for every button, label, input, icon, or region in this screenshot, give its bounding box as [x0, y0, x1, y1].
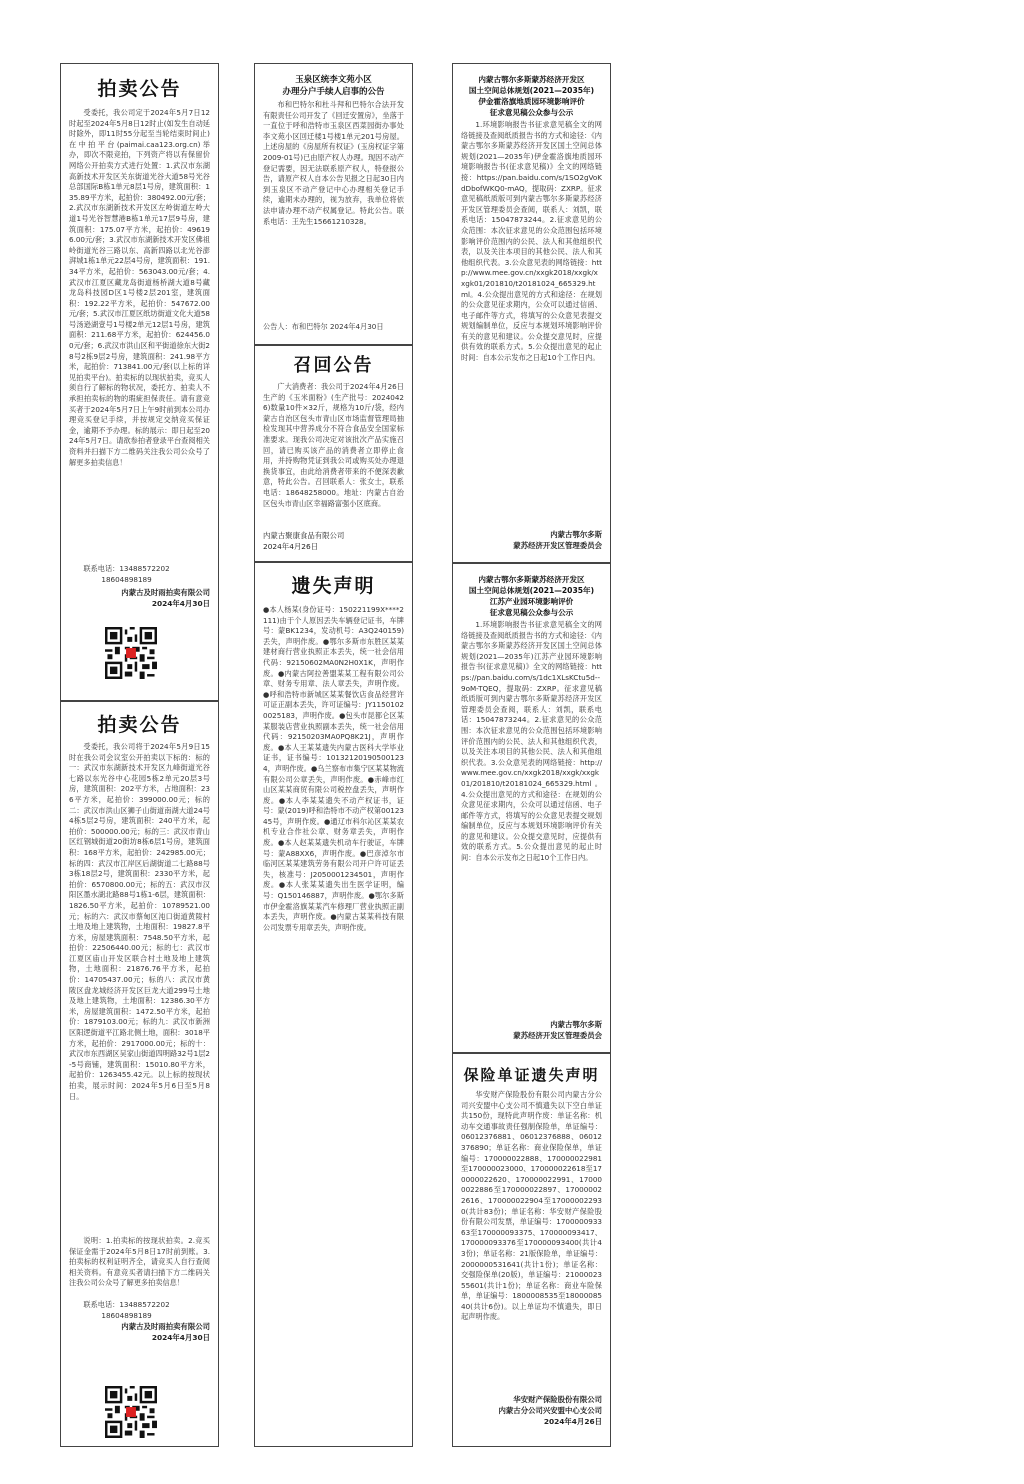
- insurance-sign-2: 内蒙古分公司兴安盟中心支公司: [498, 1406, 602, 1415]
- insurance-date: 2024年4月26日: [543, 1417, 602, 1426]
- eia-notice-2-sign-2: 蒙苏经济开发区管理委员会: [513, 1031, 602, 1040]
- eia-notice-1-sign-1: 内蒙古鄂尔多斯: [550, 530, 602, 539]
- column-left: [60, 63, 219, 1447]
- auction-notice-1-date: 2024年4月30日: [151, 599, 210, 609]
- phone-label: 联系电话：: [83, 564, 120, 573]
- auction-notice-2: [61, 702, 218, 1446]
- auction-notice-1-body: 受委托，我公司定于2024年5月7日12时起至2024年5月8日12时止(如发生自动延时除外，即11时55分起至当轮结束时间止)在中拍平台(paimai.caa123.org.cn)举办，即次不限竞拍，下列资产将以有保留价网络公开拍卖方式进行处置：1.武汉市东湖高新技术开发区关东街道光谷大道58号光谷总部国际B栋1单元8层1号房，建筑面积：135.89平方米，起拍价：380492.00元/套；2.武汉市东湖新技术开发区左岭街道左岭大道1号光谷智慧港B栋1单元17层9号房，建筑面积：175.07平方米，起拍价：496196.00元/套；3.武汉市东湖新技术开发区佛祖岭街道光谷三路以东、高新四路以北光谷澎湃城1栋1单元22层4号房，建筑面积：191.34平方米，起拍价：563043.00元/套；4.武汉市江夏区藏龙岛街道杨桥湖大道8号藏龙岛科技园D区1号楼2层201室，建筑面积：192.22平方米，起拍价：547672.00元/套；5.武汉市江夏区纸坊街道文化大道58号汤逊湖壹号1号楼2单元12层1号房，建筑面积：211.68平方米，起拍价：624456.00元/套；6.武汉市洪山区和平街道徐东大街28号2栋9层2号房，建筑面积：241.98平方米，起拍价：713841.00元/套(以上标的详见拍卖平台)。拍卖标的以现状拍卖，竞买人须自行了解标的物状况，委托方、拍卖人不承担拍卖标的物的瑕疵担保责任。请有意竞买者于2024年5月7日上午9时前到本公司办理竞买登记手续，并按规定交纳竞买保证金，逾期不予办理。标的展示：即日起至2024年5月7日。请欲参拍者登录平台查阅相关资料并扫描下方二维码关注我公司公众号了解更多拍卖信息！: [69, 108, 210, 467]
- phone-number-1: 13488572202: [119, 1300, 170, 1309]
- auction-notice-1: [61, 64, 218, 700]
- eia-notice-1-sign-2: 蒙苏经济开发区管理委员会: [513, 541, 602, 550]
- eia-notice-1-body: 1.环境影响报告书征求意见稿全文的网络链接及查阅纸质报告书的方式和途径：《内蒙古鄂尔多斯蒙苏经济开发区国土空间总体规划(2021—2035年)伊金霍洛旗地质园环境影响报告书(征求意见稿)》全文的网络链接：https://pan.baidu.com/s/1SO2gVoKdDbofWKQ0-mAQ，提取码：ZXRP。征求意见稿纸质版可到内蒙古鄂尔多斯蒙苏经济开发区管理委员会查阅，联系人：刘凯，联系电话：15047873244。2.征求意见的公众范围：本次征求意见的公众范围包括环境影响评价范围内的公民、法人和其他组织代表，以及关注本项目的其他公民、法人和其他组织代表。3.公众意见表的网络链接：http://www.mee.gov.cn/xxgk2018/xxgk/xxgk01/201810/t20181024_665329.html。4.公众提出意见的方式和途径：在规划的公众意见征求期内，公众可以通过信函、电子邮件等方式，将填写的公众意见表提交规划编制单位，反应与本规划环境影响评价有关的意见和建议。公众提交意见时，应提供有效的联系方式。5.公众提出意见的起止时间：自本公示发布之日起10个工作日内。: [461, 120, 602, 363]
- loss-statement: [255, 563, 412, 1446]
- eia-notice-2-body: 1.环境影响报告书征求意见稿全文的网络链接及查阅纸质报告书的方式和途径：《内蒙古鄂尔多斯蒙苏经济开发区国土空间总体规划(2021—2035年)江苏产业园环境影响报告书(征求意见稿)》全文的网络链接：https://pan.baidu.com/s/1dc1XLsKCtu5d--9oM-TQEQ，提取码：ZXRP。征求意见稿纸质版可到内蒙古鄂尔多斯蒙苏经济开发区管理委员会查阅，联系人：刘凯，联系电话：15047873244。2.征求意见的公众范围：本次征求意见的公众范围包括环境影响评价范围内的公民、法人和其他组织代表，以及关注本项目的其他公民、法人和其他组织代表。3.公众意见表的网络链接：http://www.mee.gov.cn/xxgk2018/xxgk/xxgk01/201810/t20181024_665329.html。4.公众提出意见的方式和途径：在规划的公众意见征求期内，公众可以通过信函、电子邮件等方式，将填写的公众意见表提交规划编制单位，反应与本规划环境影响评价有关的意见和建议。公众提交意见时，应提供有效的联系方式。5.公众提出意见的起止时间：自本公示发布之日起10个工作日内。: [461, 620, 602, 863]
- insurance-loss-statement-title: 保险单证遗失声明: [463, 1066, 600, 1084]
- auction-notice-2-body: 受委托，我公司将于2024年5月9日15时在我公司会议室公开拍卖以下标的：标的一：武汉市东湖新技术开发区九峰街道光谷七路以东光谷中心花园5栋2单元20层3号房，建筑面积：202平方米，占地面积：236平方米，起拍价：399000.00元；标的二：武汉市洪山区狮子山街道南湖大道24号4栋5层2号房，建筑面积：240平方米，起拍价：500000.00元；标的三：武汉市青山区红钢城街道20街坊8栋6层1号房，建筑面积：168平方米，起拍价：242985.00元；标的四：武汉市江岸区后湖街道二七路88号3栋18层2号，建筑面积：2330平方米，起拍价：6570800.00元；标的五：武汉市汉阳区墨水湖北路88号1栋1-6层，建筑面积：1826.50平方米，起拍价：10789521.00元；标的六：武汉市蔡甸区沌口街道黄陵村土地及地上建筑物，土地面积：19827.8平方米，房屋建筑面积：7548.50平方米，起拍价：22506440.00元；标的七：武汉市江夏区庙山开发区联合村土地及地上建筑物，土地面积：21876.76平方米，起拍价：14705437.00元；标的八：武汉市黄陂区盘龙城经济开发区巨龙大道299号土地及地上建筑物，土地面积：12386.30平方米，房屋建筑面积：1472.50平方米，起拍价：1879103.00元；标的九：武汉市新洲区阳逻街道平江路北侧土地，面积：3018平方米，起拍价：2917000.00元；标的十：武汉市东西湖区吴家山街道四明路32号1层2-5号商铺，建筑面积：15010.80平方米，起拍价：1263455.42元。以上标的按现状拍卖，展示时间：2024年5月6日至5月8日。: [69, 742, 210, 1101]
- eia-notice-2-title: 内蒙古鄂尔多斯蒙苏经济开发区 国土空间总体规划(2021—2035年) 江苏产业园环境影响评价 征求意见稿公众参与公示: [468, 575, 595, 617]
- qr-code-icon[interactable]: [105, 627, 157, 679]
- insurance-loss-statement-body: 华安财产保险股份有限公司内蒙古分公司兴安盟中心支公司不慎遗失以下空白单证共150份，现特此声明作废：单证名称：机动车交通事故责任强制保险单，单证编号：06012376881、06012376888、06012376890；单证名称：商业保险保单，单证编号：170000022888、170000022981至170000023000、170000022618至170000022620、170000022991、170000022886至170000022897、170000022616、170000022904至170000022930(共计83份)；单证名称：华安财产保险股份有限公司发票，单证编号：170000093363至170000093375、170000093417、170000093376至170000093400(共计43份)；单证名称：21版保险单，单证编号：2000000531641(共计1份)；单证名称：交强险保单(20版)，单证编号：2100002355601(共计1份)；单证名称：商业车险保单，单证编号：1800008535至1800008540(共计6份)。以上单证均不慎遗失，即日起声明作废。: [461, 1090, 602, 1322]
- auction-notice-2-reminder: 说明：1.拍卖标的按现状拍卖。2.竞买保证金需于2024年5月8日17时前到账。3.拍卖标的权利证明齐全，请竞买人自行查阅相关资料。有意竞买者请扫描下方二维码关注我公司公众号了解更多拍卖信息！: [69, 1236, 210, 1288]
- auction-notice-2-phone: [69, 1300, 210, 1311]
- auction-notice-1-phone: [69, 564, 210, 575]
- property-notice: [255, 64, 412, 344]
- recall-notice-body: 广大消费者：我公司于2024年4月26日生产的《玉米面粉》(生产批号：20240426)数量10件×32斤，规格为10斤/袋，经内蒙古自治区包头市青山区市场监督管理局抽检发现其中营养成分不符合食品安全国家标准要求。现我公司决定对该批次产品实施召回，请已购买该产品的消费者立即停止食用，并持购物凭证到我公司或购买处办理退换货事宜，由此给消费者带来的不便深表歉意，特此公告。召回联系人：张女士，联系电话：18648258000。地址：内蒙古自治区包头市青山区幸福路富强小区底商。: [263, 382, 404, 508]
- recall-notice: [255, 346, 412, 561]
- property-notice-title: 玉泉区统李文苑小区 办理分户手续人启事的公告: [282, 75, 385, 97]
- column-middle: [254, 63, 413, 1447]
- column-right: [452, 63, 611, 1447]
- recall-notice-date: 内蒙古聚康食品有限公司 2024年4月26日: [263, 531, 345, 551]
- insurance-sign-1: 华安财产保险股份有限公司: [513, 1395, 602, 1404]
- loss-statement-body: ●本人杨某(身份证号：150221199X****2111)由于个人原因丢失车辆登记证书，车牌号：蒙BK1234，发动机号：A3Q240159)丢失，声明作废。●鄂尔多斯市东胜区某某建材商行营业执照正本丢失，统一社会信用代码：92150602MA0N2H0X1K，声明作废。●内蒙古阿拉善盟某某工程有限公司公章、财务专用章、法人章丢失，声明作废。●呼和浩特市新城区某某餐饮店食品经营许可证正副本丢失，许可证编号：JY11501020025183，声明作废。●包头市昆都仑区某某服装店营业执照副本丢失，统一社会信用代码：92150203MA0PQ8K21J，声明作废。●本人王某某遗失内蒙古医科大学毕业证书，证书编号：101321201905001234，声明作废。●乌兰察布市集宁区某某物流有限公司公章丢失，声明作废。●赤峰市红山区某某商贸有限公司税控盘丢失，声明作废。●本人李某某遗失不动产权证书，证号：蒙(2019)呼和浩特市不动产权第0012345号，声明作废。●通辽市科尔沁区某某农机专业合作社公章、财务章丢失，声明作废。●本人赵某某遗失机动车行驶证，车牌号：蒙A88XX6，声明作废。●巴彦淖尔市临河区某某建筑劳务有限公司开户许可证丢失，核准号：J2050001234501，声明作废。●本人张某某遗失出生医学证明，编号：Q150146887，声明作废。●鄂尔多斯市伊金霍洛旗某某汽车修理厂营业执照正副本丢失，声明作废。●内蒙古某某科技有限公司发票专用章丢失，声明作废。: [263, 605, 404, 932]
- eia-notice-1-title: 内蒙古鄂尔多斯蒙苏经济开发区 国土空间总体规划(2021—2035年) 伊金霍洛旗地质园环境影响评价 征求意见稿公众参与公示: [468, 75, 595, 117]
- eia-notice-2-sign-1: 内蒙古鄂尔多斯: [550, 1020, 602, 1029]
- property-notice-date: 公告人：布和巴特尔 2024年4月30日: [263, 322, 384, 331]
- property-notice-body: 布和巴特尔和杜斗拜和巴特尔合法开发有限责任公司开发了《回迁安置房》，坐落于一直位于呼和浩特市玉泉区西菜园街办事处李文苑小区回迁楼1号楼1单元201号房屋。上述房屋的《房屋所有权证》(玉房权证字第2009-01号)已由原产权人办理。现因不动产登记需要，因无法联系原产权人，特登报公告，请原产权人自本公告见报之日起30日内到玉泉区不动产登记中心办理相关登记手续，逾期未办理的，视为放弃，我单位将依法申请办理不动产权属登记。特此公告。联系电话：王先生15661210328。: [263, 100, 404, 226]
- auction-notice-1-title: 拍卖公告: [97, 78, 182, 100]
- phone-number-1: 13488572202: [119, 564, 170, 573]
- loss-statement-title: 遗失声明: [291, 575, 376, 597]
- auction-notice-2-title: 拍卖公告: [97, 714, 182, 736]
- recall-notice-title: 召回公告: [293, 355, 374, 376]
- auction-notice-1-phone-2: 18604898189: [101, 574, 152, 584]
- qr-code-icon[interactable]: [105, 1386, 157, 1438]
- eia-notice-2: [453, 564, 610, 1052]
- auction-notice-2-company: 内蒙古及时雨拍卖有限公司: [121, 1322, 210, 1332]
- auction-notice-2-date: 2024年4月30日: [151, 1333, 210, 1343]
- auction-notice-1-company: 内蒙古及时雨拍卖有限公司: [121, 588, 210, 598]
- phone-label: 联系电话：: [83, 1300, 120, 1309]
- auction-notice-2-phone-2: 18604898189: [101, 1310, 152, 1320]
- insurance-loss-statement: [453, 1054, 610, 1446]
- eia-notice-1: [453, 64, 610, 562]
